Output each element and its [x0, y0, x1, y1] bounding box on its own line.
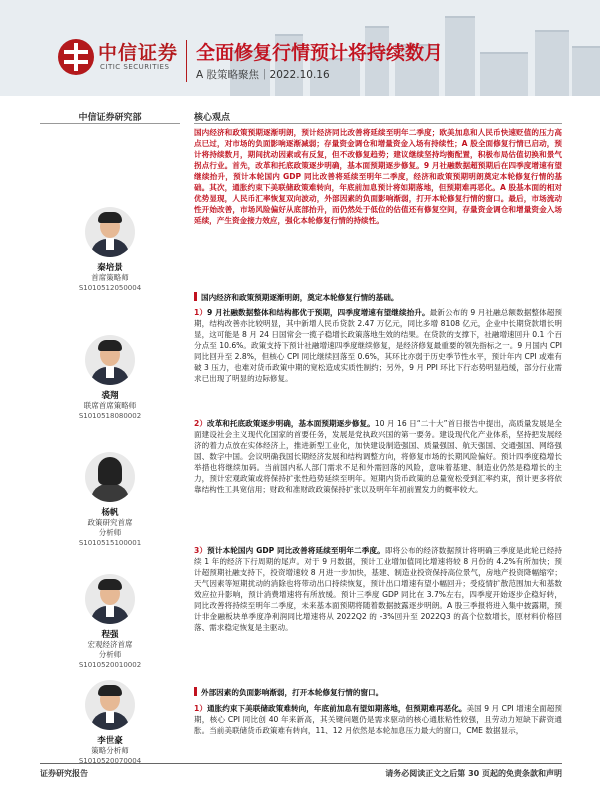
analyst-role: 策略分析师	[91, 746, 129, 755]
analyst-id: S1010520070004	[78, 757, 142, 765]
analyst-role: 宏观经济首席	[87, 640, 133, 649]
analyst-sidebar	[40, 100, 180, 765]
analyst-id: S1010512050004	[78, 284, 142, 292]
paragraph-lead: 通胀约束下美联储政策难转向，年底前加息有望如期落地，但预期难再恶化。	[206, 704, 467, 713]
analyst-name: 秦培景	[97, 263, 123, 273]
paragraph-text: 10 月 16 日“二十大”首日报告中提出，高质量发展是全面建设社会主义现代化国家的首要任务，发展是党执政兴国的第一要务。建设现代化产业体系，坚持把发展经济的着力点放在实体经济上，推进新型工业化，加快建设制造强国、质量强国、航天强国、交通强国、网络强国、数字中国。会议明确我国长期经济发展和结构调整方向，将修复市场的长期风险偏好。预计四季度稳增长举措也将继续加码。当前国内私人部门需求不足和外需回落的风险，意味着基建、制造业仍然是稳增长的主力，预计宏观政策或将保持扩张性趋势延续至明年。短期内货币政策的总量宽松受到汇率约束，预计更多将依靠结构性工具宽信用；财政和准财政政策保持扩张以及明年年初前置发力的概率较大。	[194, 419, 562, 494]
analyst-card	[40, 335, 180, 465]
section-marker	[194, 687, 197, 696]
analyst-role: 首席策略师	[91, 273, 129, 282]
paragraph-number: 1）	[194, 308, 208, 317]
core-summary: 国内经济和政策预期逐渐明朗，预计经济同比改善将延续至明年二季度；欧美加息和人民币快速贬值的压力高点已过，对市场的负面影响逐渐减弱；存量资金调仓和增量资金入场有持续性；A 股全面修复行情已启动，预计将持续数月，期间扰动因素或有反复，但不改修复趋势；建议继续坚持均衡配置，积极布局估值切换和景气拐点行业。首先，改革和托底政策逐步明确，基本面预期逐步修复。9 月社融数据超预期后在四季度增速有望继续抬升，预计本轮国内 GDP 同比改善将延续至明年二季度，经济和政策预期明朗奠定本轮修复行情的基础。其次，通胀约束下美联储政策难转向，年底前加息预计将如期落地，但预期难再恶化。A 股基本面的相对优势显现，人民币汇率恢复双向波动，外部因素的负面影响渐弱，打开本轮修复行情的窗口。最后，市场流动性开始改善，市场风险偏好从底部抬升，而仍然处于低位的估值还有修复空间，存量资金调仓和增量资金入场延续，产生资金接力效应，强化本轮修复行情的持续性。	[194, 128, 562, 225]
paragraph-number: 2）	[194, 419, 207, 428]
analyst-role: 政策研究首席	[87, 518, 133, 527]
avatar	[85, 452, 135, 502]
avatar	[85, 680, 135, 730]
paragraph-lead: 改革和托底政策逐步明确，基本面预期逐步修复。	[206, 419, 375, 428]
analyst-role: 分析师	[98, 528, 122, 537]
paragraph-lead: 9 月社融数据整体和结构都优于预期，四季度增速有望继续抬升。	[207, 308, 430, 317]
logo-text-cn: 中信证券	[98, 42, 179, 64]
citic-logo-icon	[56, 37, 96, 77]
skyline-building	[445, 16, 475, 96]
footer-report-type: 证券研究报告	[40, 769, 88, 778]
analyst-id: S1010515100001	[78, 539, 142, 547]
paragraph-text: 即将公布的经济数据预计将明确三季度是此轮已经持续 1 年的经济下行周期的尾声。对于 9 月数据，预计工业增加值同比增速将较 8 月份的 4.2%有所加快；预计超预期社融支持下，投资增速较 8 月进一步加快，基建、制造业投资保持高位景气，房地产投资降幅缩窄；天气因素等短期扰动的消除也将带动出口持续恢复，预计出口增速有望小幅回升；受疫情扩散范围加大和基数效应拉升影响，预计消费增速将有所放缓。预计三季度 GDP 同比在 3.7%左右，四季度开始逐步企稳好转，同比改善将持续至明年二季度，未来基本面预期将随着数据披露逐步明朗。A 股三季报将进入集中披露期，预计非金融板块单季度净利润同比增速将从 2022Q2 的 -3%回升至 2022Q3 的高个位数增长，原材料价格回落、需求稳定恢复是主驱动。	[194, 546, 562, 632]
analyst-card	[40, 452, 180, 582]
analyst-role: 分析师	[98, 650, 122, 659]
header-divider	[186, 40, 187, 82]
section-heading-text: 国内经济和政策预期逐渐明朗，奠定本轮修复行情的基础。	[201, 293, 399, 302]
report-body	[194, 100, 562, 755]
logo-text-en: CITIC SECURITIES	[100, 63, 170, 71]
paragraph-text: 最新公布的 9 月社融总额数据整体超预期，结构改善亦比较明显，其中新增人民币贷款 2.47 万亿元，同比多增 8108 亿元，企业中长期贷款增长明显，这可能是 8 月 24 日国常会一揽子稳增长政策落地生效的结果。在贷款的支撑下，社融增速回升 0.1 个百分点至 10.6%。政策支持下预计社融增速四季度继续修复，是经济修复最重要的领先指标之一。9 月国内 CPI 同比回升至 2.8%，但核心 CPI 同比继续回落至 0.6%，其环比亦弱于历史季节性水平，预计年内 CPI 或难有破 3 压力，也难对货币政策中期的宽松造成实质性制约；另外，9 月 PPI 环比下行态势明显趋缓，部分行业需求已出现了明显的边际修复。	[194, 308, 562, 383]
analyst-role: 联席首席策略师	[83, 401, 137, 410]
paragraph-lead: 预计本轮国内 GDP 同比改善将延续至明年二季度。	[207, 546, 385, 555]
analyst-id: S1010520010002	[78, 661, 142, 669]
skyline-building	[480, 52, 528, 96]
analyst-id: S1010518080002	[78, 412, 142, 420]
page-footer	[40, 763, 562, 783]
analyst-name: 裘翔	[101, 391, 119, 401]
avatar	[85, 207, 135, 257]
section-heading-text: 外部因素的负面影响渐弱，打开本轮修复行情的窗口。	[201, 688, 384, 697]
section-marker	[194, 292, 197, 301]
skyline-building	[535, 30, 569, 96]
avatar	[85, 335, 135, 385]
report-subtitle: A 股策略聚焦｜2022.10.16	[196, 69, 330, 81]
paragraph	[194, 703, 562, 736]
section-heading	[194, 687, 562, 698]
paragraph-number: 3）	[194, 546, 208, 555]
section-heading	[194, 292, 562, 303]
paragraph	[194, 545, 562, 633]
analyst-name: 杨帆	[101, 508, 119, 518]
report-header	[0, 0, 600, 96]
analyst-name: 程强	[101, 630, 119, 640]
department-label: 中信证券研究部	[78, 113, 142, 123]
analyst-name: 李世豪	[97, 736, 123, 746]
avatar	[85, 574, 135, 624]
footer-disclaimer: 请务必阅读正文之后第 30 页起的免责条款和声明	[385, 769, 562, 778]
paragraph-number: 1）	[194, 704, 207, 713]
paragraph	[194, 418, 562, 495]
paragraph-text: 美国 9 月 CPI 增速全面超预期，核心 CPI 同比创 40 年来新高，其关键问题仍是需求驱动的核心通胀粘性较强，且劳动力短缺下薪资通胀。当前美联储货币政策难有转向，11、12 月依然是本轮加息压力最大的窗口，CME 数据显示，	[194, 704, 562, 735]
skyline-building	[572, 46, 600, 96]
report-title: 全面修复行情预计将持续数月	[196, 42, 444, 64]
main-divider	[194, 123, 562, 124]
sidebar-divider	[40, 123, 180, 124]
paragraph	[194, 307, 562, 384]
analyst-card	[40, 207, 180, 337]
core-views-label: 核心观点	[194, 113, 231, 123]
